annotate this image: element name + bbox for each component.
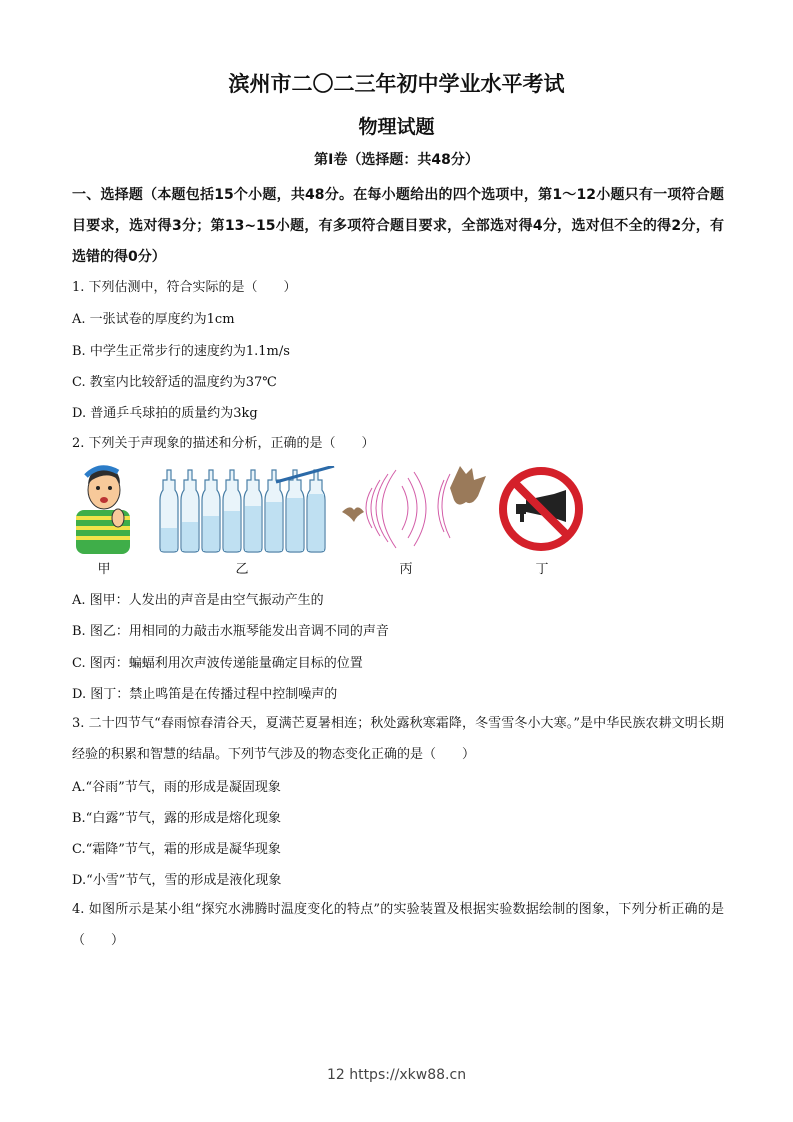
exam-title: 滨州市二〇二三年初中学业水平考试 xyxy=(228,72,565,96)
section-heading: 一、选择题（本题包括15个小题，共48分。在每小题给出的四个选项中，第1～12小题只有一项符合题目要求，选对得3分；第13~15小题，有多项符合题目要求，全部选对得4分，选对但不全的得2分，有选错的得0分） xyxy=(72,187,724,265)
question-1-stem: 1. 下列估测中，符合实际的是（ ） xyxy=(72,280,297,295)
page-footer: 12 https://xkw88.cn xyxy=(326,1067,467,1083)
figure-label-bing: 丙 xyxy=(399,562,413,577)
question-1-option-d: D. 普通乒乓球拍的质量约为3kg xyxy=(72,406,258,421)
question-2-stem: 2. 下列关于声现象的描述和分析，正确的是（ ） xyxy=(72,436,375,451)
question-1-option-c: C. 教室内比较舒适的温度约为37℃ xyxy=(72,375,277,390)
water-bottles-illustration xyxy=(158,466,338,554)
figure-label-ding: 丁 xyxy=(535,562,549,577)
question-2-option-b: B. 图乙：用相同的力敲击水瓶琴能发出音调不同的声音 xyxy=(72,624,389,639)
question-3-stem: 3. 二十四节气“春雨惊春清谷天，夏满芒夏暑相连；秋处露秋寒霜降，冬雪雪冬小大寒。”是中华民族农耕文明长期经验的积累和智慧的结晶。下列节气涉及的物态变化正确的是（ ） xyxy=(72,716,724,762)
no-honking-sign-icon xyxy=(496,464,586,554)
question-3-option-d: D.“小雪”节气，雪的形成是液化现象 xyxy=(72,873,282,888)
bat-echolocation-illustration xyxy=(342,466,492,554)
question-3-option-a: A.“谷雨”节气，雨的形成是凝固现象 xyxy=(72,780,281,795)
question-2-figure xyxy=(70,462,590,577)
person-speaking-illustration xyxy=(70,462,140,554)
subject-title: 物理试题 xyxy=(358,116,435,138)
figure-label-yi: 乙 xyxy=(235,562,249,577)
question-3-option-b: B.“白露”节气，露的形成是熔化现象 xyxy=(72,811,281,826)
question-2-option-d: D. 图丁：禁止鸣笛是在传播过程中控制噪声的 xyxy=(72,687,338,702)
question-1-option-a: A. 一张试卷的厚度约为1cm xyxy=(72,312,235,327)
part-title: 第I卷（选择题：共48分） xyxy=(314,152,479,168)
question-3-option-c: C.“霜降”节气，霜的形成是凝华现象 xyxy=(72,842,281,857)
figure-label-jia: 甲 xyxy=(97,562,111,577)
question-2-option-c: C. 图丙：蝙蝠利用次声波传递能量确定目标的位置 xyxy=(72,656,363,671)
question-1-option-b: B. 中学生正常步行的速度约为1.1m/s xyxy=(72,344,290,359)
question-4-stem: 4. 如图所示是某小组“探究水沸腾时温度变化的特点”的实验装置及根据实验数据绘制的图象，下列分析正确的是（ ） xyxy=(72,902,724,948)
question-2-option-a: A. 图甲：人发出的声音是由空气振动产生的 xyxy=(72,593,324,608)
